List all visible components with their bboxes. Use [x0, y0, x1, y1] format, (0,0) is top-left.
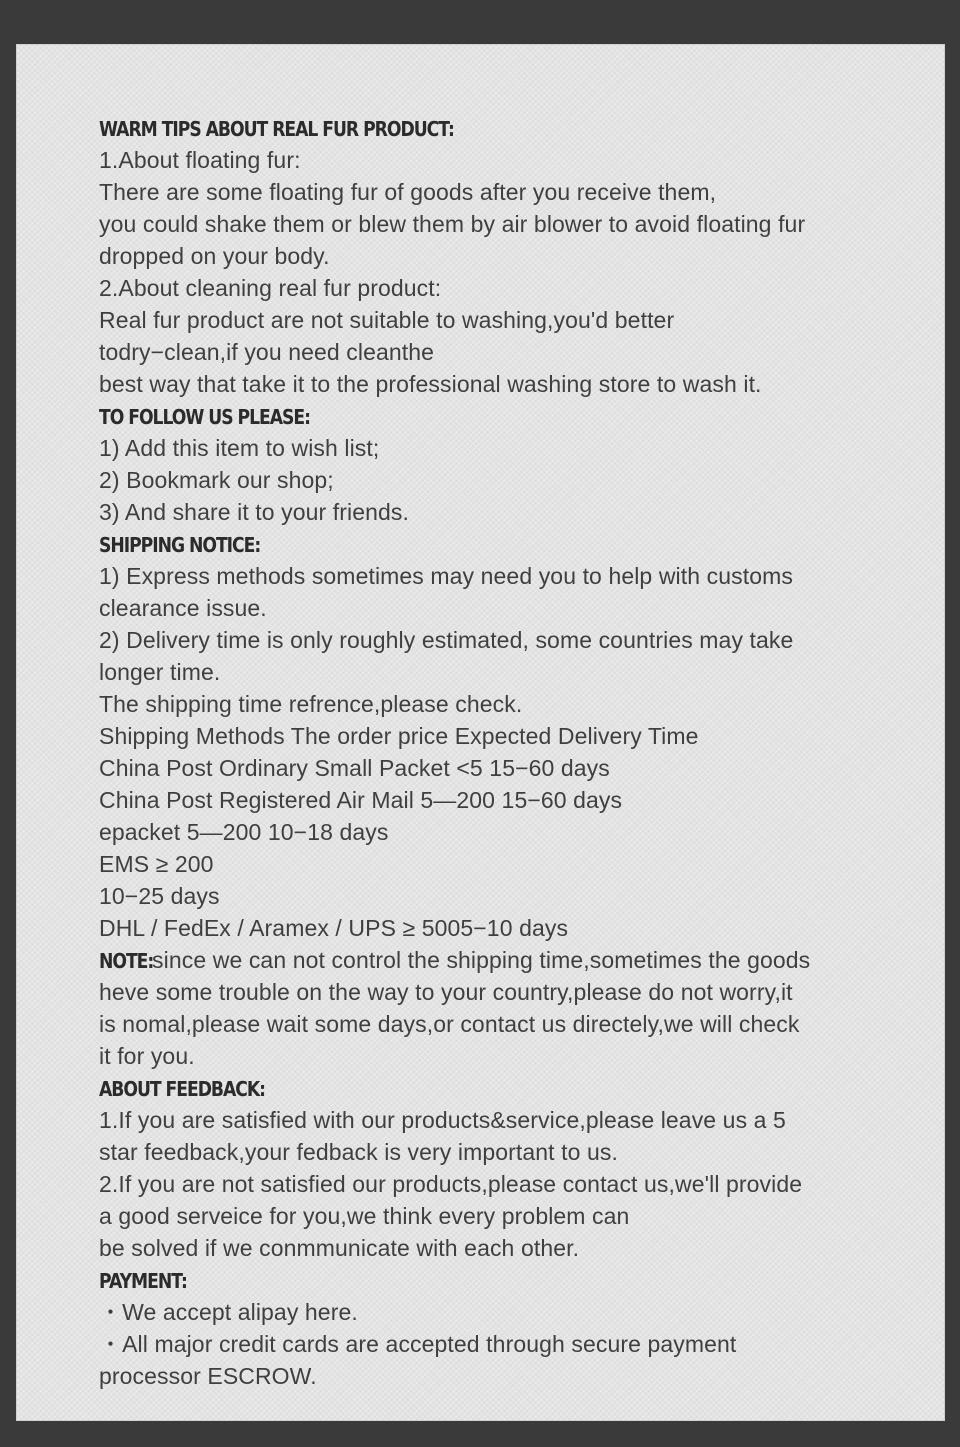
text-line: a good serveice for you,we think every problem can: [99, 1203, 630, 1229]
text-line: 1) Express methods sometimes may need you to help with customs: [99, 563, 793, 589]
shipping-table-header: Shipping Methods The order price Expected Delivery Time: [99, 723, 699, 749]
text-line: 2.About cleaning real fur product:: [99, 275, 442, 301]
text-line: clearance issue.: [99, 595, 267, 621]
payment-section-heading: [99, 1264, 899, 1296]
text-line: 1.If you are satisfied with our products&service,please leave us a 5: [99, 1107, 786, 1133]
text-line: dropped on your body.: [99, 243, 330, 269]
text-line: 1.About floating fur:: [99, 147, 301, 173]
text-line: The shipping time refrence,please check.: [99, 691, 523, 717]
text-line: Real fur product are not suitable to washing,you'd better: [99, 307, 675, 333]
text-line: heve some trouble on the way to your country,please do not worry,it: [99, 979, 793, 1005]
feedback-section-heading: [99, 1072, 899, 1104]
shipping-table-row: China Post Ordinary Small Packet <5 15−60 days: [99, 755, 610, 781]
section-heading: SHIPPING NOTICE:: [99, 533, 261, 557]
text-line: processor ESCROW.: [99, 1363, 317, 1389]
section-heading: PAYMENT:: [99, 1269, 187, 1293]
shipping-table-row: epacket 5—200 10−18 days: [99, 819, 389, 845]
section-heading: ABOUT FEEDBACK:: [99, 1077, 266, 1101]
text-line: you could shake them or blew them by air blower to avoid floating fur: [99, 211, 806, 237]
text-line: 2) Bookmark our shop;: [99, 467, 334, 493]
note-first-line: [99, 944, 899, 976]
follow-section-heading: [99, 400, 899, 432]
text-line: There are some floating fur of goods after you receive them,: [99, 179, 717, 205]
note-label: NOTE:: [99, 949, 154, 973]
product-notice-text: [99, 112, 899, 1392]
text-line: todry−clean,if you need cleanthe: [99, 339, 435, 365]
text-line: be solved if we conmmunicate with each other.: [99, 1235, 580, 1261]
text-line: is nomal,please wait some days,or contact us directely,we will check: [99, 1011, 800, 1037]
text-line: 1) Add this item to wish list;: [99, 435, 380, 461]
note-text: since we can not control the shipping time,sometimes the goods: [152, 947, 811, 973]
text-line: star feedback,your fedback is very important to us.: [99, 1139, 619, 1165]
shipping-table-row: EMS ≥ 200: [99, 851, 214, 877]
text-line: 2.If you are not satisfied our products,please contact us,we'll provide: [99, 1171, 803, 1197]
section-heading: WARM TIPS ABOUT REAL FUR PRODUCT:: [99, 117, 454, 141]
shipping-section-heading: [99, 528, 899, 560]
text-line: it for you.: [99, 1043, 195, 1069]
text-line: ・All major credit cards are accepted through secure payment: [99, 1331, 737, 1357]
shipping-table-row: DHL / FedEx / Aramex / UPS ≥ 5005−10 days: [99, 915, 569, 941]
text-line: longer time.: [99, 659, 221, 685]
warm-tips-section-heading: [99, 112, 899, 144]
text-line: best way that take it to the professional washing store to wash it.: [99, 371, 762, 397]
shipping-table-row: 10−25 days: [99, 883, 220, 909]
text-line: ・We accept alipay here.: [99, 1299, 358, 1325]
shipping-table-row: China Post Registered Air Mail 5—200 15−60 days: [99, 787, 623, 813]
section-heading: TO FOLLOW US PLEASE:: [99, 405, 310, 429]
text-line: 3) And share it to your friends.: [99, 499, 410, 525]
text-line: 2) Delivery time is only roughly estimated, some countries may take: [99, 627, 794, 653]
